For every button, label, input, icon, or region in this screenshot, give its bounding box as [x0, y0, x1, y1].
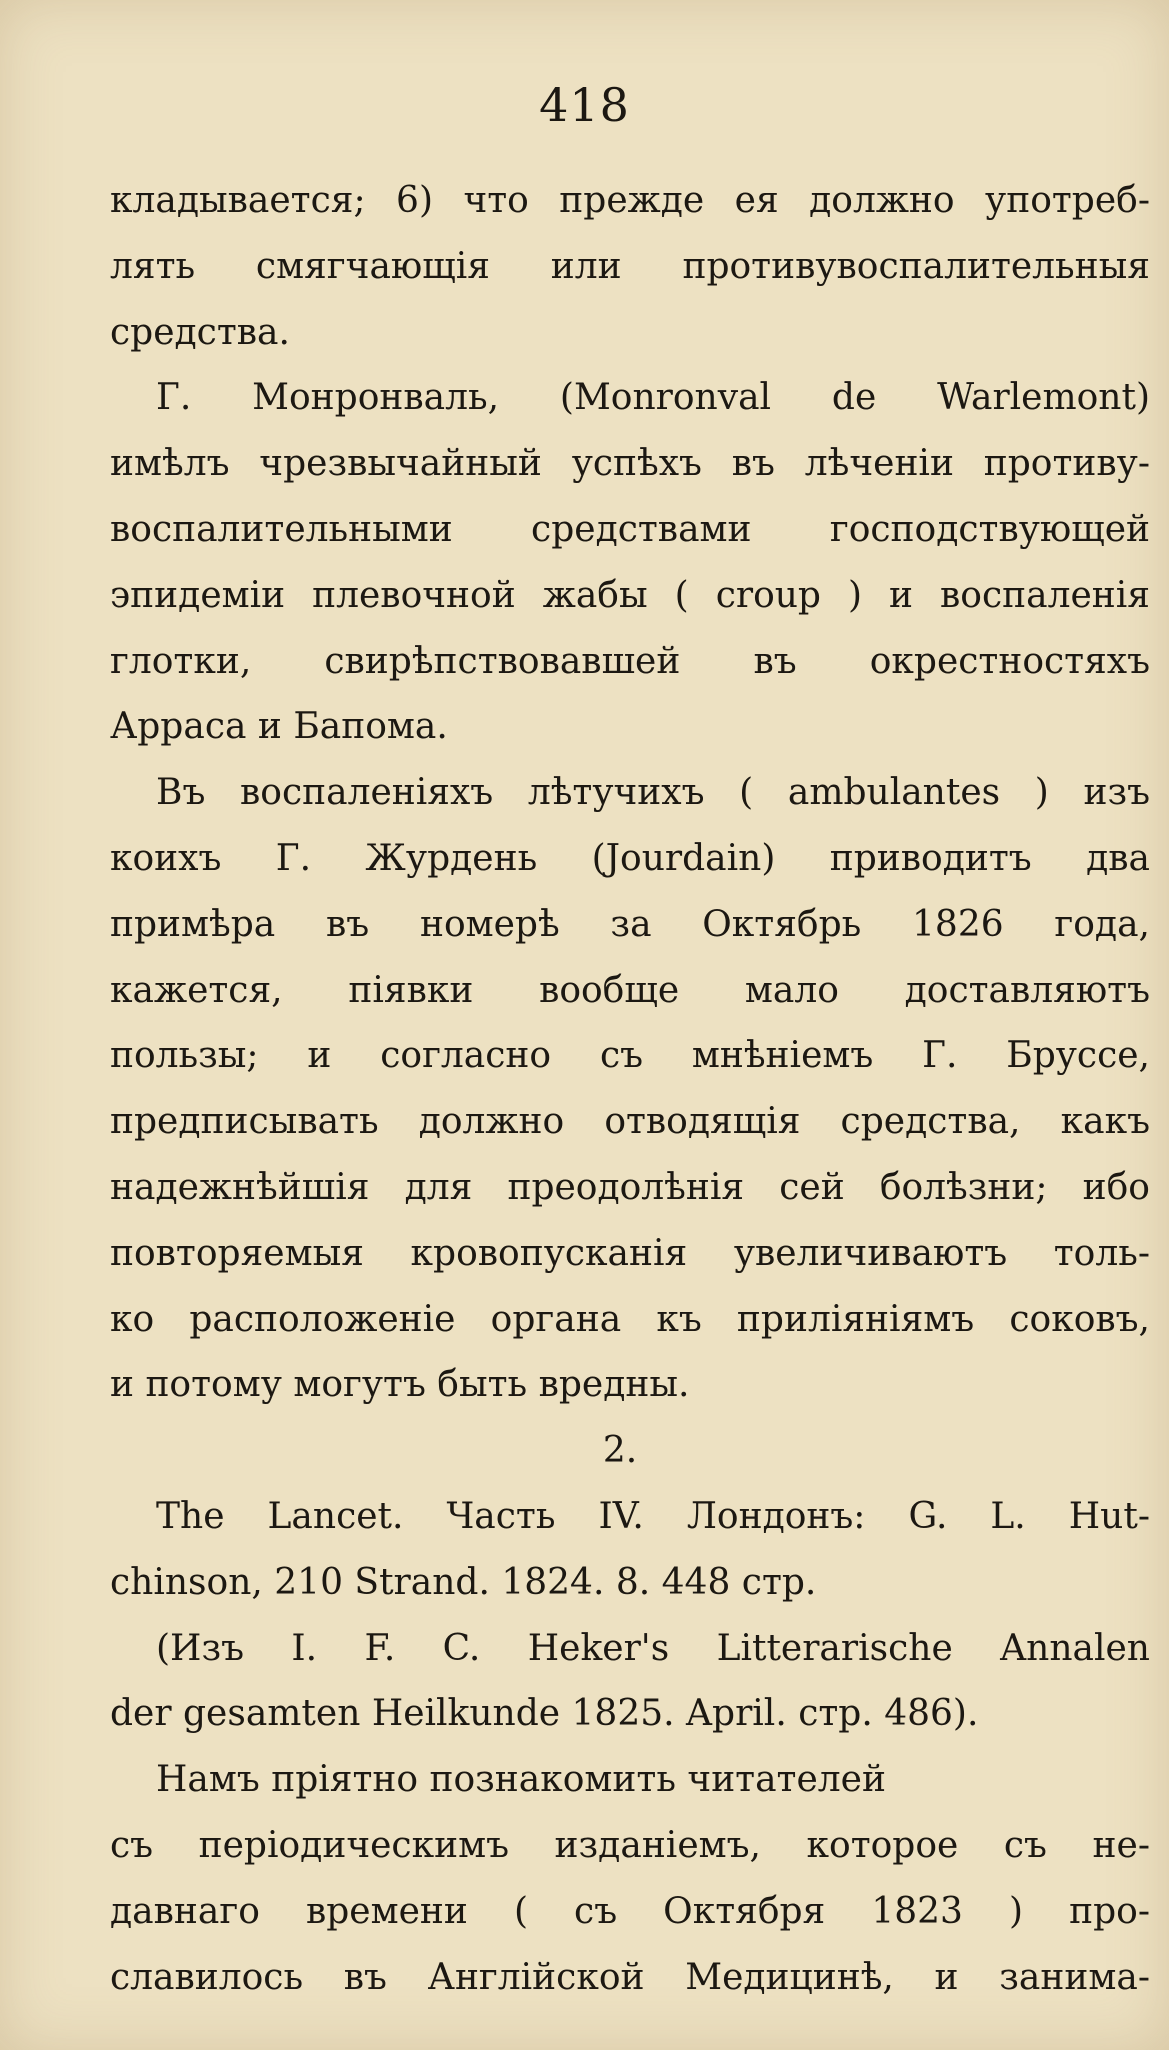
text-line: средства. — [110, 311, 290, 353]
text-line: и потому могутъ быть вредны. — [110, 1364, 690, 1406]
text-line: эпидеміи плевочной жабы ( croup ) и воспаленія — [110, 574, 1150, 616]
text-line: пользы; и согласно съ мнѣніемъ Г. Бруссе, — [110, 1035, 1150, 1077]
text-line: лять смягчающія или противувоспалительныя — [110, 245, 1150, 287]
body-text — [110, 168, 1169, 2010]
text-line: кладывается; 6) что прежде ея должно употреб- — [110, 180, 1150, 221]
text-line: съ періодическимъ изданіемъ, которое съ не- — [110, 1824, 1150, 1866]
text-line: имѣлъ чрезвычайный успѣхъ въ лѣченіи противу- — [110, 443, 1150, 485]
text-line: коихъ Г. Журдень (Jourdain) приводитъ два — [110, 837, 1150, 879]
text-line: der gesamten Heilkunde 1825. April. стр. 486). — [110, 1693, 979, 1735]
text-line: Въ воспаленіяхъ лѣтучихъ ( ambulantes ) изъ — [156, 772, 1150, 814]
text-line: Намъ пріятно познакомить читателей — [156, 1759, 886, 1801]
text-line: Г. Монронваль, (Monronval de Warlemont) — [156, 377, 1150, 419]
text-line: Арраса и Бапома. — [110, 706, 448, 748]
text-line: давнаго времени ( съ Октября 1823 ) про- — [110, 1890, 1150, 1932]
text-line: славилось въ Англійской Медицинѣ, и занима- — [110, 1956, 1150, 1998]
text-line: глотки, свирѣпствовавшей въ окрестностяхъ — [110, 640, 1150, 682]
text-line: кажется, піявки вообще мало доставляютъ — [110, 969, 1150, 1011]
text-line: воспалительными средствами господствующей — [110, 508, 1150, 550]
text-line: надежнѣйшія для преодолѣнія сей болѣзни; ибо — [110, 1166, 1150, 1208]
text-line: chinson, 210 Strand. 1824. 8. 448 стр. — [110, 1561, 817, 1603]
text-line: примѣра въ номерѣ за Октябрь 1826 года, — [110, 903, 1150, 945]
text-line: ко расположеніе органа къ приліяніямъ соковъ, — [110, 1298, 1150, 1340]
text-line: предписывать должно отводящія средства, какъ — [110, 1101, 1150, 1143]
section-number: 2. — [602, 1430, 638, 1472]
text-line: повторяемыя кровопусканія увеличиваютъ толь- — [110, 1232, 1150, 1274]
text-line: (Изъ I. F. C. Heker's Litterarische Annalen — [156, 1627, 1150, 1669]
text-line: The Lancet. Часть IV. Лондонъ: G. L. Hut- — [156, 1495, 1150, 1537]
page-number: 418 — [539, 78, 630, 132]
